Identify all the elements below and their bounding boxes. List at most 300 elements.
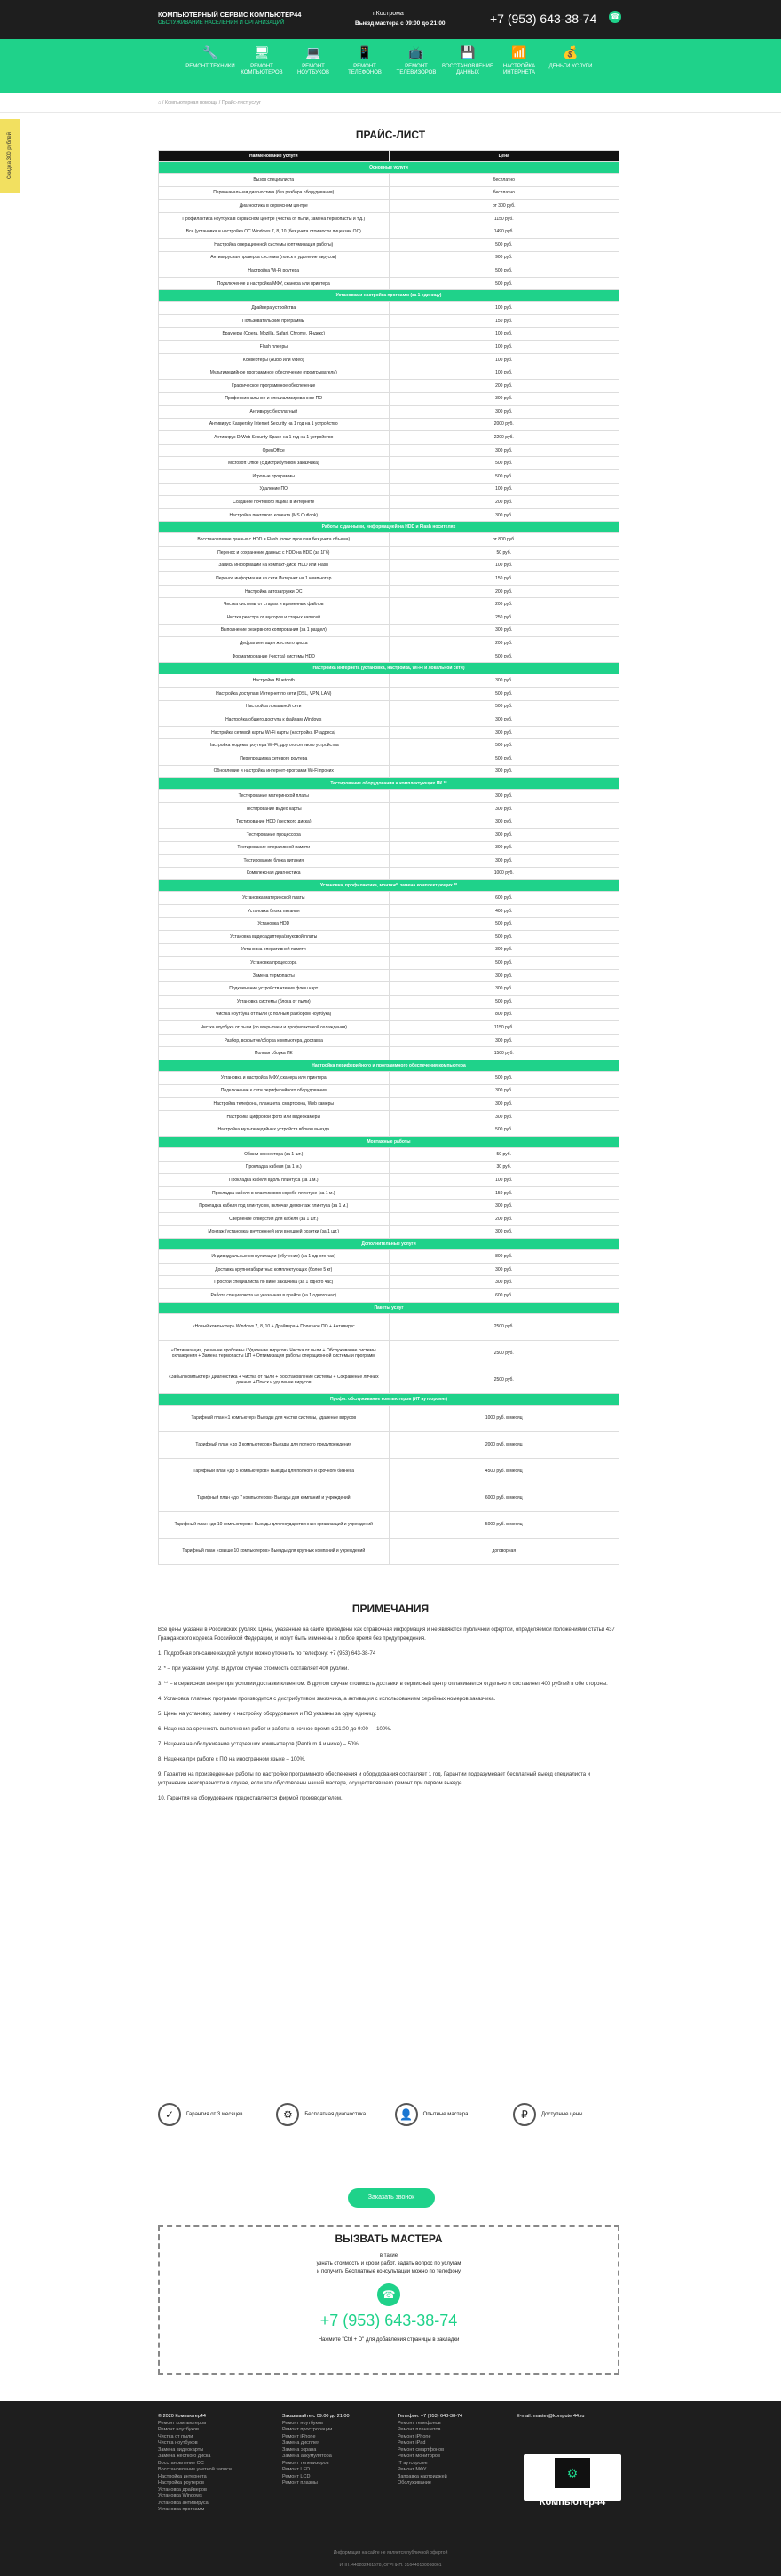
service-price: 1000 руб.	[389, 867, 619, 880]
service-price: 300 руб.	[389, 674, 619, 688]
service-price: 300 руб.	[389, 1225, 619, 1239]
feature-text: Опытные мастера	[422, 2112, 469, 2117]
service-price: 200 руб.	[389, 379, 619, 392]
note-item: 2. * – при указании услуг. В другом случае стоимость составляет 400 рублей.	[158, 1666, 350, 1672]
table-row	[159, 1008, 619, 1021]
footer-disclaimer: Информация на сайте не является публичной офертой	[333, 2550, 448, 2556]
service-price: 500 руб.	[389, 277, 619, 290]
table-row	[159, 790, 619, 803]
service-name: Настройка сетевой карты Wi-Fi карты (настройка IP-адреса)	[159, 726, 390, 739]
feature-item	[513, 2103, 619, 2126]
category-label: Настройка интернета (установка, настройка, Wi-Fi и локальной сети)	[159, 663, 619, 674]
feature-icon: 👤	[395, 2103, 418, 2126]
service-name: Обновление и настройка интернет-программ Wi-Fi прочих	[159, 765, 390, 778]
service-price: 2000 руб. в месяц	[389, 1431, 619, 1458]
service-name: Тестирование материнской платы	[159, 790, 390, 803]
service-price: 300 руб.	[389, 841, 619, 855]
footer-link[interactable]: Ремонт ноутбуков	[158, 2427, 199, 2432]
service-name: Форматирование (чистка) системы HDD	[159, 650, 390, 663]
service-price: 500 руб.	[389, 1123, 619, 1137]
service-name: Монтаж (установка) внутренней или внешней розетки (за 1 шт.)	[159, 1225, 390, 1239]
footer-link[interactable]: Ремонт планшетов	[398, 2427, 441, 2432]
nav-icon: 🔧	[202, 45, 218, 59]
service-name: Настройка почтового клиента (MS Outlook)	[159, 508, 390, 522]
service-name: Настройка телефона, планшета, смартфона, Web камеры	[159, 1098, 390, 1111]
service-price: 2500 руб.	[389, 1313, 619, 1340]
col-service-header: Наименование услуги	[159, 151, 390, 162]
table-row	[159, 366, 619, 380]
table-row	[159, 1340, 619, 1367]
notes-title: ПРИМЕЧАНИЯ	[351, 1602, 430, 1615]
category-row	[159, 1060, 619, 1072]
table-row	[159, 431, 619, 445]
feature-text: Бесплатная диагностика	[304, 2112, 367, 2117]
table-row	[159, 264, 619, 278]
service-price: 300 руб.	[389, 815, 619, 829]
table-row	[159, 496, 619, 509]
table-row	[159, 918, 619, 931]
footer-link[interactable]: Замена экрана	[282, 2446, 317, 2453]
service-price: 100 руб.	[389, 341, 619, 354]
footer-link[interactable]: Установка программ	[158, 2507, 205, 2512]
nav-icon: 📺	[408, 45, 424, 59]
service-price: 500 руб.	[389, 264, 619, 278]
footer-column	[398, 2414, 462, 2487]
table-row	[159, 892, 619, 905]
note-item: 4. Установка платных программ производится с дистрибутивом заказчика, а активация с использованием серийных номеров заказчика.	[158, 1696, 496, 1702]
service-price: 600 руб.	[389, 1288, 619, 1302]
footer-link[interactable]: Замена аккумулятора	[282, 2454, 332, 2459]
table-row	[159, 302, 619, 315]
service-name: Тестирование оперативной памяти	[159, 841, 390, 855]
service-name: Все (установка и настройка ОС Windows 7, 8, 10 (без учета стоимости лицензии ОС)	[159, 225, 390, 239]
category-row	[159, 290, 619, 302]
footer-link[interactable]: Заправка картриджей	[398, 2473, 447, 2479]
table-row	[159, 1110, 619, 1123]
service-name: Установка системы (блока от пыли)	[159, 996, 390, 1009]
service-price: 500 руб.	[389, 700, 619, 713]
table-row	[159, 713, 619, 727]
nav-item[interactable]	[390, 39, 442, 93]
service-name: Разбор, вскрытие/сборка компьютера, доставка	[159, 1034, 390, 1047]
feature-text: Гарантия от 3 месяцев	[186, 2112, 243, 2117]
footer-column	[282, 2414, 350, 2487]
service-name: Microsoft Office (с дистрибутивом заказчика)	[159, 457, 390, 470]
service-price: 6000 руб. в месяц	[389, 1485, 619, 1511]
service-name: «Забыл компьютер» Диагностика + Чистка от пыли + Восстановление системы + Сохранение личных данных + Поиск и удаление вирусов	[159, 1367, 390, 1393]
nav-item[interactable]	[288, 39, 339, 93]
footer-link[interactable]: Установка драйверов	[158, 2486, 207, 2493]
table-row	[159, 1147, 619, 1161]
service-price: 250 руб.	[389, 611, 619, 625]
service-name: Прокладка кабеля (за 1 м.)	[159, 1161, 390, 1174]
service-price: 1000 руб. в месяц	[389, 1405, 619, 1431]
service-price: 300 руб.	[389, 765, 619, 778]
category-row	[159, 522, 619, 533]
service-name: Доставка крупногабаритных комплектующих (более 5 кг)	[159, 1263, 390, 1276]
service-price: 300 руб.	[389, 969, 619, 982]
table-row	[159, 1174, 619, 1187]
nav-icon: 📶	[511, 45, 527, 59]
table-row	[159, 1072, 619, 1085]
category-label: Дополнительные услуги	[159, 1239, 619, 1250]
nav-item[interactable]	[185, 39, 236, 93]
footer-link[interactable]: Замена дисплея	[282, 2440, 320, 2446]
table-row	[159, 327, 619, 341]
service-name: Чистка реестра от мусоров и старых записей	[159, 611, 390, 625]
service-name: Прокладка кабеля в пластиковом коробе-плинтусе (за 1 м.)	[159, 1186, 390, 1200]
phone-icon[interactable]: ☎	[377, 2283, 400, 2306]
footer-link[interactable]: Ремонт телефонов	[398, 2420, 441, 2426]
discount-side-tab[interactable]: Скидка 300 рублей	[0, 119, 20, 193]
price-table	[158, 150, 619, 1565]
footer-link[interactable]: Ремонт компьютеров	[158, 2420, 207, 2426]
service-name: Тарифный план «до 7 компьютеров» Выезды для компаний и учреждений	[159, 1485, 390, 1511]
service-name: «Оптимизация, решение проблемы / Удаление вирусов» Чистка от пыли + Обслуживание системы охлаждения + Замена термопасты ЦП + Оптимизация работы операционной системы и программ	[159, 1340, 390, 1367]
service-name: Антивирусная проверка системы (поиск и удаление вирусов)	[159, 251, 390, 264]
table-row	[159, 406, 619, 419]
service-price: 500 руб.	[389, 996, 619, 1009]
bookmark-hint: Нажмите "Ctrl + D" для добавления страницы в закладки	[318, 2337, 460, 2343]
footer-link[interactable]: Ремонт телевизоров	[282, 2460, 329, 2466]
table-row	[159, 867, 619, 880]
service-price: 300 руб.	[389, 1084, 619, 1098]
service-name: Подключение устройств чтения флеш карт	[159, 982, 390, 996]
service-price: 4500 руб. в месяц	[389, 1458, 619, 1485]
service-price: 100 руб.	[389, 302, 619, 315]
table-row	[159, 904, 619, 918]
service-name: Подключение и настройка МФУ, сканера или принтера	[159, 277, 390, 290]
table-row	[159, 1098, 619, 1111]
service-price: 1500 руб.	[389, 1047, 619, 1060]
service-price: 300 руб.	[389, 1110, 619, 1123]
table-row	[159, 982, 619, 996]
service-price: 300 руб.	[389, 802, 619, 815]
table-row	[159, 611, 619, 625]
category-label: Установка и настройка программ (за 1 единицу)	[159, 290, 619, 302]
table-row	[159, 700, 619, 713]
footer	[0, 2401, 781, 2576]
order-call-button[interactable]: Заказать звонок	[348, 2188, 435, 2208]
feature-icon: ⚙	[276, 2103, 299, 2126]
footer-link[interactable]: Обслуживание	[398, 2480, 431, 2485]
footer-link[interactable]: IT аутсорсинг	[398, 2460, 429, 2466]
phone-icon[interactable]: ☎	[609, 11, 621, 23]
service-price: 300 руб.	[389, 1263, 619, 1276]
service-price: 300 руб.	[389, 982, 619, 996]
service-name: Работа специалиста не указанная в прайсе (за 1 одного час)	[159, 1288, 390, 1302]
nav-icon: 💻	[305, 45, 321, 59]
category-row	[159, 162, 619, 174]
service-price: 100 руб.	[389, 327, 619, 341]
service-name: Настройка мультимедийных устройств вблизи выезда	[159, 1123, 390, 1137]
service-price: 150 руб.	[389, 314, 619, 327]
table-row	[159, 598, 619, 611]
feature-item	[395, 2103, 501, 2126]
note-item: 8. Наценка при работе с ПО на иностранном языке – 100%.	[158, 1756, 306, 1762]
service-name: Дефрагментация жесткого диска	[159, 637, 390, 650]
table-row	[159, 585, 619, 598]
footer-link[interactable]: Восстановление учетной записи	[158, 2467, 232, 2472]
service-name: Тестирование видео карты	[159, 802, 390, 815]
city-label: г.Кострома	[373, 11, 404, 17]
table-row	[159, 828, 619, 841]
computer-icon: ⚙	[555, 2458, 590, 2488]
table-row	[159, 1458, 619, 1485]
service-name: Тарифный план «до 3 компьютеров» Выезды для полного предупреждения	[159, 1431, 390, 1458]
service-price: 2500 руб.	[389, 1340, 619, 1367]
service-name: Удаление ПО	[159, 483, 390, 496]
footer-link[interactable]: Ремонт ноутбуков	[282, 2420, 323, 2426]
service-name: Установка процессора	[159, 957, 390, 970]
service-price: 500 руб.	[389, 457, 619, 470]
table-row	[159, 1538, 619, 1564]
footer-link[interactable]: Установка Windows	[158, 2493, 202, 2499]
col-price-header: Цена	[389, 151, 619, 162]
table-row	[159, 212, 619, 225]
table-row	[159, 1367, 619, 1393]
feature-icon: ₽	[513, 2103, 536, 2126]
service-price: 50 руб.	[389, 547, 619, 560]
table-row	[159, 1263, 619, 1276]
table-row	[159, 815, 619, 829]
table-row	[159, 457, 619, 470]
table-row	[159, 1288, 619, 1302]
table-row	[159, 341, 619, 354]
service-price: 200 руб.	[389, 496, 619, 509]
cta-phone[interactable]: +7 (953) 643-38-74	[320, 2312, 458, 2329]
service-name: Настройка общего доступа к файлам Windows	[159, 713, 390, 727]
service-name: Установка HDD	[159, 918, 390, 931]
service-price: 300 руб.	[389, 790, 619, 803]
service-price: 100 руб.	[389, 353, 619, 366]
footer-link[interactable]: Ремонт прострорации	[282, 2427, 333, 2432]
footer-column-title: E-mail: master@komputer44.ru	[517, 2414, 585, 2419]
footer-column-title: © 2020 Компьютер44	[158, 2414, 206, 2419]
service-price: 200 руб.	[389, 637, 619, 650]
features-row	[158, 2103, 619, 2126]
service-name: Игровые программы	[159, 470, 390, 484]
service-price: 300 руб.	[389, 444, 619, 457]
nav-item[interactable]	[545, 39, 596, 93]
service-name: Перепрошивка сетевого роутера	[159, 752, 390, 765]
table-row	[159, 483, 619, 496]
category-label: Профи: обслуживание компьютеров (ИТ аутсорсинг)	[159, 1393, 619, 1405]
table-row	[159, 931, 619, 944]
table-row	[159, 802, 619, 815]
table-row	[159, 392, 619, 406]
service-price: от 300 руб.	[389, 200, 619, 213]
table-row	[159, 841, 619, 855]
note-item: 6. Наценка за срочность выполнения работ и работы в ночное время с 21:00 до 9:00 — 100%.	[158, 1726, 392, 1732]
service-name: Прокладка кабеля под плинтусом, включая демонтаж плинтуса (за 1 м.)	[159, 1200, 390, 1213]
breadcrumb[interactable]: ⌂ / Компьютерная помощь / Прайс-лист услуг	[0, 93, 781, 113]
table-row	[159, 314, 619, 327]
table-row	[159, 174, 619, 187]
feature-item	[276, 2103, 383, 2126]
service-name: Тестирование процессора	[159, 828, 390, 841]
service-price: 100 руб.	[389, 483, 619, 496]
footer-link[interactable]: Ремонт iPad	[398, 2440, 426, 2446]
table-row	[159, 238, 619, 251]
nav-label: НАСТРОЙКА ИНТЕРНЕТА	[502, 63, 536, 75]
service-price: 200 руб.	[389, 585, 619, 598]
service-price: 500 руб.	[389, 931, 619, 944]
main-nav	[0, 39, 781, 93]
table-row	[159, 765, 619, 778]
table-row	[159, 353, 619, 366]
nav-item[interactable]	[442, 39, 493, 93]
service-name: Чистка ноутбука от пыли (с полным разбором ноутбука)	[159, 1008, 390, 1021]
table-row	[159, 969, 619, 982]
service-name: Полная сборка ПК	[159, 1047, 390, 1060]
footer-link[interactable]: Ремонт плазмы	[282, 2480, 318, 2485]
service-price: 300 руб.	[389, 1200, 619, 1213]
brand-name[interactable]: КОМПЬЮТЕРНЫЙ СЕРВИС КОМПЬЮТЕР44	[158, 11, 302, 19]
service-name: Выполнение резервного копирования (за 1 раздел)	[159, 624, 390, 637]
service-price: 150 руб.	[389, 572, 619, 586]
table-row	[159, 572, 619, 586]
service-price: 100 руб.	[389, 366, 619, 380]
category-row	[159, 1393, 619, 1405]
service-price: 300 руб.	[389, 1098, 619, 1111]
service-price: 1150 руб.	[389, 1021, 619, 1035]
footer-link[interactable]: Установка антивируса	[158, 2500, 209, 2506]
service-price: 600 руб.	[389, 892, 619, 905]
table-row	[159, 200, 619, 213]
table-row	[159, 1084, 619, 1098]
service-name: Подключение к сети периферийного оборудования	[159, 1084, 390, 1098]
table-row	[159, 739, 619, 752]
footer-link[interactable]: Ремонт мониторов	[398, 2454, 440, 2459]
service-price: 800 руб.	[389, 1008, 619, 1021]
footer-logo-text: Компьютер44	[539, 2497, 606, 2508]
footer-link[interactable]: Замена видеокарты	[158, 2446, 204, 2453]
footer-legal: ИНН: 440202461578, ОГРНИП: 316440100068061	[339, 2563, 442, 2568]
service-price: 300 руб.	[389, 1034, 619, 1047]
category-label: Работы с данными, информацией на HDD и Flash носителях	[159, 522, 619, 533]
footer-link[interactable]: Ремонт iPhone	[398, 2433, 431, 2439]
notes-intro: Все цены указаны в Российских рублях. Цены, указанные на сайте приведены как справочная информация и не являются публичной офертой, определяемой положениями статьи 437 Гражданского кодекса Российской Федерации, и могут быть изменены в любое время без предупреждения.	[158, 1627, 615, 1642]
service-price: 1150 руб.	[389, 212, 619, 225]
nav-item[interactable]	[339, 39, 390, 93]
category-label: Пакеты услуг	[159, 1302, 619, 1313]
nav-item[interactable]	[236, 39, 288, 93]
table-row	[159, 674, 619, 688]
table-row	[159, 1212, 619, 1225]
table-row	[159, 470, 619, 484]
service-price: 200 руб.	[389, 1212, 619, 1225]
category-row	[159, 880, 619, 892]
service-name: Браузеры (Opera, Mozilla, Safari, Chrome, Яндекс)	[159, 327, 390, 341]
service-price: 900 руб.	[389, 251, 619, 264]
nav-item[interactable]	[493, 39, 545, 93]
service-price: 300 руб.	[389, 713, 619, 727]
service-name: Первоначальная диагностика (без разбора оборудования)	[159, 186, 390, 200]
nav-label: РЕМОНТ ТЕЛЕФОНОВ	[348, 63, 382, 75]
service-price: 300 руб.	[389, 624, 619, 637]
service-price: 300 руб.	[389, 828, 619, 841]
table-row	[159, 855, 619, 868]
footer-link[interactable]: Ремонт МФУ	[398, 2467, 427, 2472]
footer-link[interactable]: Настройка роутеров	[158, 2480, 204, 2485]
feature-item	[158, 2103, 264, 2126]
table-row	[159, 547, 619, 560]
table-row	[159, 1276, 619, 1289]
table-row	[159, 186, 619, 200]
footer-link[interactable]: Ремонт iPhone	[282, 2433, 316, 2439]
table-row	[159, 1200, 619, 1213]
table-row	[159, 418, 619, 431]
footer-column	[158, 2414, 232, 2514]
table-row	[159, 1161, 619, 1174]
service-name: Тестирование блока питания	[159, 855, 390, 868]
table-row	[159, 687, 619, 700]
footer-link[interactable]: Восстановление ОС	[158, 2460, 204, 2466]
service-name: Перенос и сохранение данных с HDD на HDD (за 1Гб)	[159, 547, 390, 560]
service-price: 500 руб.	[389, 470, 619, 484]
service-name: Установка и настройка МФУ, сканера или принтера	[159, 1072, 390, 1085]
service-name: Антивирус Kaspersky Internet Security на 1 год на 1 устройство	[159, 418, 390, 431]
cta-title: ВЫЗВАТЬ МАСТЕРА	[335, 2233, 443, 2245]
service-name: Настройка локальной сети	[159, 700, 390, 713]
category-row	[159, 1136, 619, 1147]
service-price: 500 руб.	[389, 238, 619, 251]
table-row	[159, 1405, 619, 1431]
table-row	[159, 1034, 619, 1047]
footer-column-title: Телефон: +7 (953) 643-38-74	[398, 2414, 463, 2419]
service-price: 100 руб.	[389, 559, 619, 572]
service-price: договорная	[389, 1538, 619, 1564]
service-price: 300 руб.	[389, 392, 619, 406]
working-hours: Выезд мастера с 09:00 до 21:00	[355, 20, 446, 27]
note-item: 3. ** – в сервисном центре при условии доставки клиентом. В другом случае стоимость доставки в сервисный центр оплачивается отдельно и составляет 400 рублей в обе стороны.	[158, 1681, 608, 1687]
service-name: Мультимедийное программное обеспечение (проигрыватели)	[159, 366, 390, 380]
service-name: Тарифный план «до 5 компьютеров» Выезды для полного и срочного бизнеса	[159, 1458, 390, 1485]
table-row	[159, 637, 619, 650]
service-name: Профилактика ноутбука в сервисном центре (чистка от пыли, замена термопасты и т.д.)	[159, 212, 390, 225]
service-price: 800 руб.	[389, 1250, 619, 1264]
service-name: Тарифный план «до 10 компьютеров» Выезды для государственных организаций и учреждений	[159, 1511, 390, 1538]
service-price: бесплатно	[389, 186, 619, 200]
service-price: 500 руб.	[389, 918, 619, 931]
service-name: Комплексная диагностика	[159, 867, 390, 880]
table-row	[159, 508, 619, 522]
footer-link[interactable]: Чистка ноутбуков	[158, 2440, 198, 2446]
footer-link[interactable]: Ремонт смартфонов	[398, 2446, 445, 2453]
footer-link[interactable]: Замена жесткого диска	[158, 2454, 211, 2459]
table-row	[159, 650, 619, 663]
footer-link[interactable]: Настройка интернета	[158, 2473, 207, 2479]
top-header	[0, 0, 781, 39]
header-phone[interactable]: +7 (953) 643-38-74	[490, 12, 597, 26]
table-row	[159, 1313, 619, 1340]
category-row	[159, 663, 619, 674]
cta-line3: и получить Бесплатные консультации можно по телефону	[316, 2269, 461, 2274]
service-name: Установка видеоадаптера/звуковой платы	[159, 931, 390, 944]
service-name: Тестирование HDD (жесткого диска)	[159, 815, 390, 829]
footer-logo[interactable]	[524, 2454, 621, 2508]
service-price: 150 руб.	[389, 1186, 619, 1200]
footer-link[interactable]: Ремонт LED	[282, 2467, 311, 2472]
table-row	[159, 533, 619, 547]
service-name: Тарифный план «свыше 10 компьютеров» Выезды для крупных компаний и учреждений	[159, 1538, 390, 1564]
footer-link[interactable]: Ремонт LCD	[282, 2473, 311, 2479]
feature-text: Доступные цены	[540, 2112, 583, 2117]
service-name: Антивирус DrWeb Security Space на 1 год на 1 устройство	[159, 431, 390, 445]
footer-link[interactable]: Чистка от пыли	[158, 2433, 193, 2439]
service-name: Индивидуальные консультации (обучение) (за 1 одного час)	[159, 1250, 390, 1264]
